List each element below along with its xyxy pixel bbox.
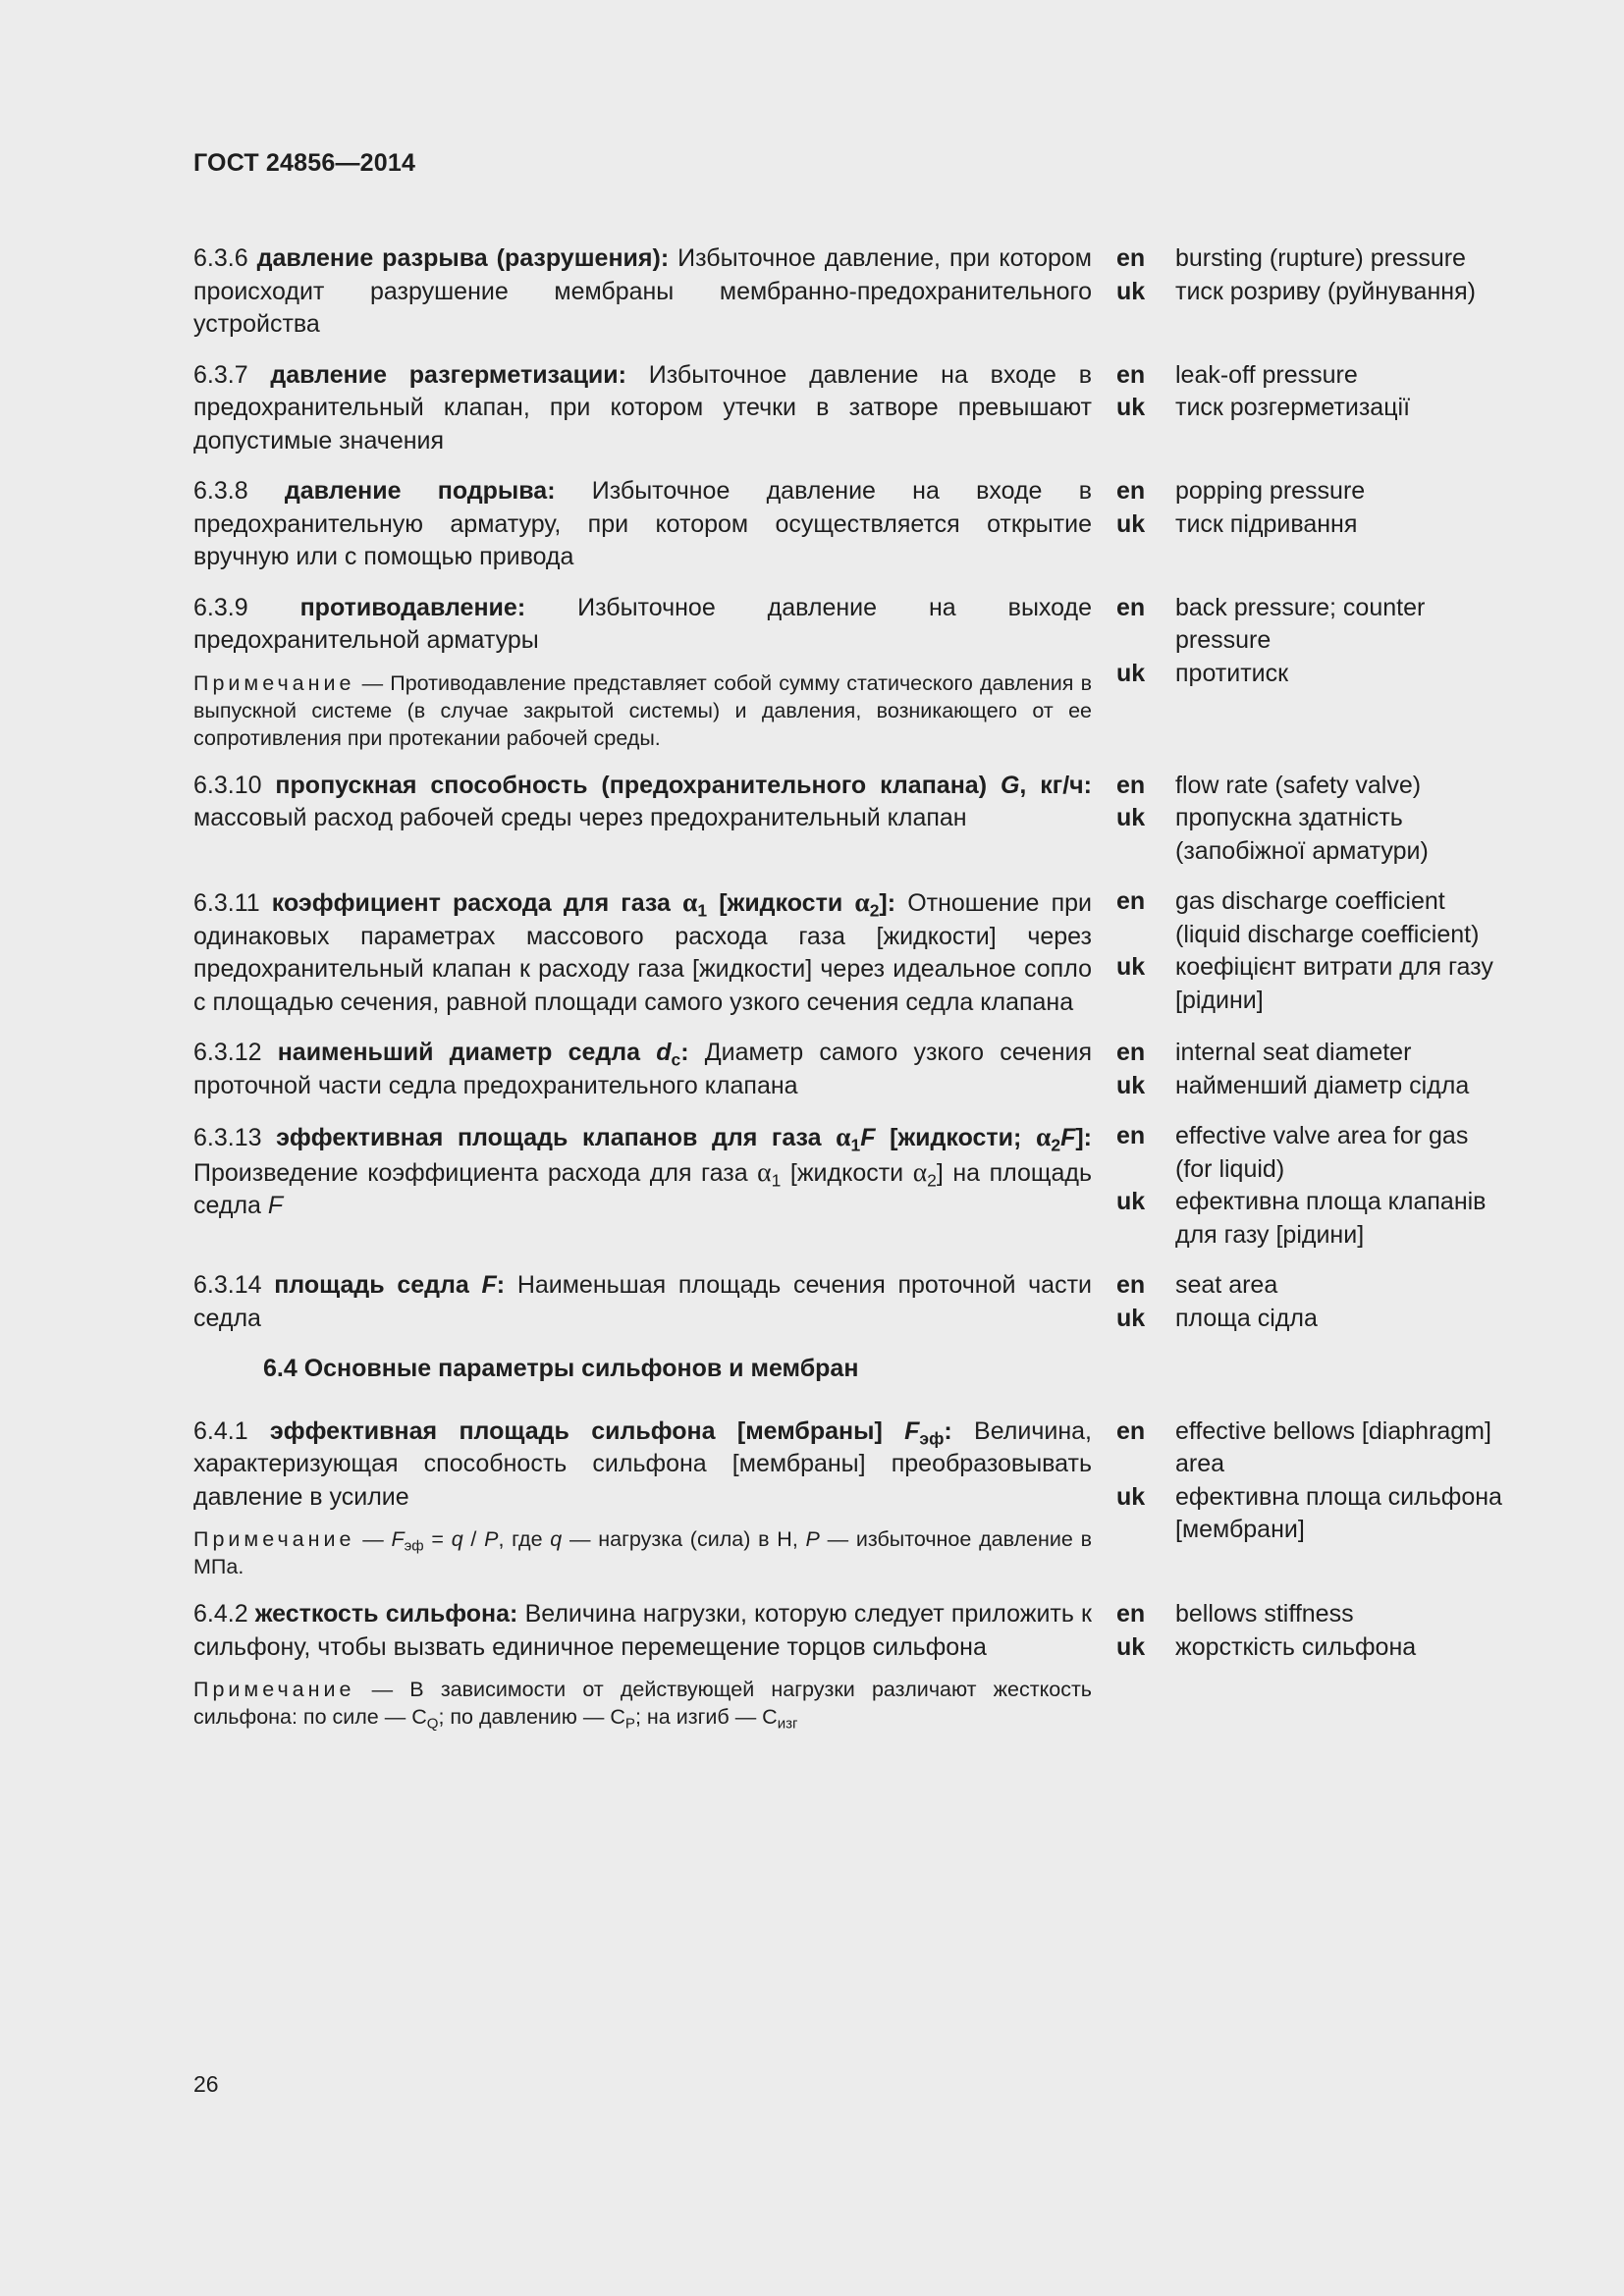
term-translations — [1116, 770, 1509, 869]
term-name: пропускная способность (предохранительного клапана) G, кг/ч: — [275, 771, 1092, 799]
lang-code-en: en — [1116, 1600, 1146, 1628]
term-entry-6-4-1 — [193, 1415, 1509, 1581]
term-name: площадь седла F: — [274, 1271, 506, 1299]
term-uk: тиск розриву (руйнування) — [1175, 277, 1476, 305]
term-uk: жорсткість сильфона — [1175, 1632, 1417, 1661]
lang-code-en: en — [1116, 1271, 1146, 1299]
note: Примечание — Противодавление представляет собой сумму статического давления в выпускной системе (в случае закрытой системы) и давления, возникающего от ее сопротивления при протекании рабочей среды. — [193, 670, 1092, 750]
lang-code-uk: uk — [1116, 1188, 1146, 1215]
lang-code-en: en — [1116, 360, 1146, 389]
lang-code-uk: uk — [1116, 277, 1146, 305]
term-definition: 6.3.7 давление разгерметизации: Избыточное давление на входе в предохранительный клапан, при котором утечки в затворе превышают допустимые значения — [193, 360, 1092, 454]
lang-code-uk: uk — [1116, 953, 1146, 981]
term-entry-6-3-10 — [193, 770, 1509, 869]
term-en: popping pressure — [1175, 477, 1366, 505]
term-uk: пропускна здатність (запобіжної арматури) — [1175, 804, 1429, 865]
term-translations — [1116, 592, 1509, 752]
term-en: seat area — [1175, 1271, 1278, 1299]
term-name: наименьший диаметр седла $d_c$: — [277, 1039, 689, 1070]
page-number: 26 — [193, 2071, 219, 2097]
lang-code-uk: uk — [1116, 659, 1146, 687]
term-entry-6-3-14 — [193, 1269, 1509, 1335]
term-name: давление разрыва (разрушения): — [256, 244, 670, 272]
term-uk: ефективна площа клапанів для газу [рідини] — [1175, 1188, 1487, 1249]
term-uk: тиск розгерметизації — [1175, 394, 1411, 421]
lang-code-en: en — [1116, 771, 1146, 799]
term-definition: 6.3.14 площадь седла F: Наименьшая площадь сечения проточной части седла — [193, 1271, 1092, 1332]
term-definition: 6.3.13 эффективная площадь клапанов для газа $\alpha_1F$ [жидкости; $\alpha_2F$]: Произведение коэффициента расхода для газа $\alpha_1$ [жидкости $\alpha_2$] на площадь седла F — [193, 1121, 1093, 1219]
term-en: flow rate (safety valve) — [1175, 771, 1422, 799]
lang-code-uk: uk — [1116, 804, 1146, 831]
term-definition: 6.4.1 эффективная площадь сильфона [мембраны] $F_{эф}$: Величина, характеризующая способность сильфона [мембраны] преобразовывать давление в усилие Примечание — $F_{эф} = q / P$, где q — нагрузка (сила) в Н, P — избыточное давление в МПа. — [193, 1416, 1092, 1578]
term-en: leak-off pressure — [1175, 360, 1358, 389]
note-label: Примечание — [193, 670, 355, 695]
term-en: bursting (rupture) pressure — [1175, 244, 1466, 272]
term-entry-6-3-13 — [193, 1120, 1509, 1252]
term-en: back pressure; counter pressure — [1175, 593, 1426, 654]
term-translations — [1116, 885, 1509, 1019]
lang-code-en: en — [1116, 477, 1146, 505]
lang-code-uk: uk — [1116, 1482, 1146, 1511]
term-uk: коефіцієнт витрати для газу [рідини] — [1175, 953, 1493, 1014]
lang-code-en: en — [1116, 1122, 1146, 1149]
term-definition: 6.3.10 пропускная способность (предохранительного клапана) G, кг/ч: массовый расход рабочей среды через предохранительный клапан — [193, 771, 1092, 831]
term-name: давление разгерметизации: — [270, 360, 626, 389]
lang-code-uk: uk — [1116, 1632, 1146, 1661]
term-uk: тиск підривання — [1175, 509, 1358, 538]
lang-code-uk: uk — [1116, 394, 1146, 421]
term-uk: площа сідла — [1175, 1304, 1318, 1332]
lang-code-en: en — [1116, 244, 1146, 272]
term-entry-6-3-8 — [193, 475, 1509, 574]
document-header: ГОСТ 24856—2014 — [193, 149, 416, 177]
term-translations — [1116, 1269, 1509, 1335]
term-en: bellows stiffness — [1175, 1600, 1354, 1628]
term-en: gas discharge coefficient (liquid discharge coefficient) — [1175, 887, 1480, 948]
term-entry-6-3-6 — [193, 242, 1509, 342]
term-entry-6-3-9 — [193, 592, 1509, 752]
term-definition: 6.3.11 коэффициент расхода для газа $\alpha_1$ [жидкости $\alpha_2$]: Отношение при одинаковых параметрах массового расхода газа [жидкости] через предохранительный клапан к расходу газа [жидкости] через идеальное сопло с площадью сечения, равной площади самого узкого сечения седла клапана — [193, 886, 1092, 1016]
term-translations — [1116, 242, 1509, 342]
lang-code-uk: uk — [1116, 1071, 1146, 1099]
term-uk: ефективна площа сильфона [мембрани] — [1175, 1482, 1502, 1543]
term-definition: 6.3.12 наименьший диаметр седла $d_c$: Диаметр самого узкого сечения проточной части седла предохранительного клапана — [193, 1039, 1093, 1099]
lang-code-uk: uk — [1116, 509, 1146, 538]
note: Примечание — В зависимости от действующей нагрузки различают жесткость сильфона: по силе — $C_Q$; по давлению — $C_P$; на изгиб — $C_{изг}$ — [193, 1678, 1092, 1733]
term-translations — [1116, 1415, 1509, 1581]
lang-code-en: en — [1116, 1039, 1146, 1066]
term-name: эффективная площадь сильфона [мембраны] $F_{эф}$: — [269, 1416, 952, 1448]
note-label: Примечание — [193, 1678, 355, 1701]
term-entry-6-3-11 — [193, 885, 1509, 1019]
term-definition: 6.3.8 давление подрыва: Избыточное давление на входе в предохранительную арматуру, при котором осуществляется открытие вручную или с помощью привода — [193, 477, 1092, 570]
term-translations — [1116, 1120, 1509, 1252]
lang-code-en: en — [1116, 593, 1146, 621]
term-uk: протитиск — [1175, 659, 1289, 687]
note-label: Примечание — [193, 1527, 355, 1551]
lang-code-en: en — [1116, 1416, 1146, 1445]
term-name: противодавление: — [299, 593, 526, 621]
term-en: effective bellows [diaphragm] area — [1175, 1416, 1491, 1477]
term-entry-6-3-12 — [193, 1037, 1509, 1102]
term-en: effective valve area for gas (for liquid) — [1175, 1122, 1469, 1183]
term-name: жесткость сильфона: — [254, 1600, 518, 1628]
lang-code-en: en — [1116, 887, 1146, 915]
term-translations — [1116, 475, 1509, 574]
term-definition: 6.3.6 давление разрыва (разрушения): Избыточное давление, при котором происходит разрушение мембраны мембранно-предохранительного устройства — [193, 244, 1092, 338]
lang-code-uk: uk — [1116, 1304, 1146, 1332]
term-name: коэффициент расхода для газа $\alpha_1$ [жидкости $\alpha_2$]: — [271, 886, 896, 921]
term-translations — [1116, 359, 1509, 458]
term-name: эффективная площадь клапанов для газа $\alpha_1F$ [жидкости; $\alpha_2F$]: — [276, 1121, 1093, 1155]
term-entry-6-4-2 — [193, 1598, 1509, 1731]
term-uk: найменший діаметр сідла — [1175, 1071, 1470, 1099]
term-translations — [1116, 1598, 1509, 1731]
term-name: давление подрыва: — [284, 477, 556, 505]
term-definition: 6.4.2 жесткость сильфона: Величина нагрузки, которую следует приложить к сильфону, чтобы вызвать единичное перемещение торцов сильфона Примечание — В зависимости от действующей нагрузки различают жесткость сильфона: по силе — $C_Q$; по давлению — $C_P$; на изгиб — $C_{изг}$ — [193, 1600, 1092, 1733]
term-translations — [1116, 1037, 1509, 1102]
term-entry-6-3-7 — [193, 359, 1509, 458]
term-definition: 6.3.9 противодавление: Избыточное давление на выходе предохранительной арматуры Примечание — Противодавление представляет собой сумму статического давления в выпускной системе (в случае закрытой системы) и давления, возникающего от ее сопротивления при протекании рабочей среды. — [193, 593, 1092, 750]
term-en: internal seat diameter — [1175, 1039, 1412, 1066]
note: Примечание — $F_{эф} = q / P$, где q — нагрузка (сила) в Н, P — избыточное давление в МПа. — [193, 1527, 1092, 1578]
document-content — [193, 242, 1509, 1748]
section-heading-6-4: 6.4 Основные параметры сильфонов и мембран — [263, 1355, 859, 1382]
